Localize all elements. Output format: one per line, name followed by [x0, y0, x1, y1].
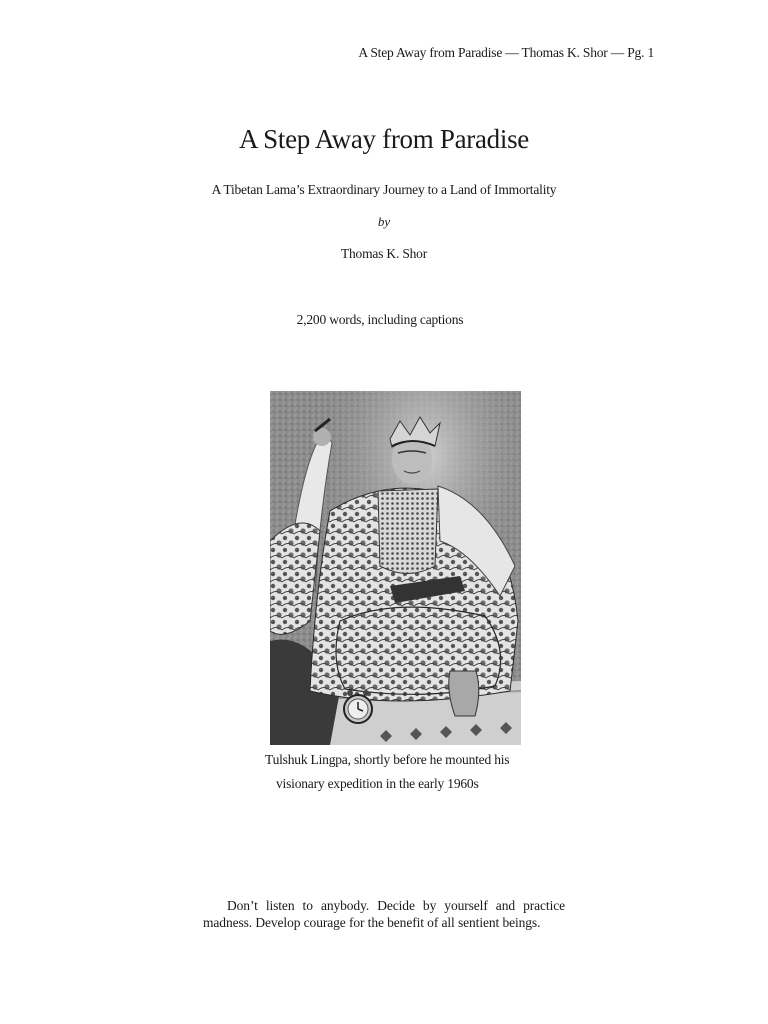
portrait-photo: [270, 391, 521, 745]
figure-caption-line-1: Tulshuk Lingpa, shortly before he mounted his: [265, 752, 510, 767]
word-count: 2,200 words, including captions: [296, 312, 464, 327]
document-title: A Step Away from Paradise: [239, 124, 529, 154]
document-subtitle: A Tibetan Lama’s Extraordinary Journey to a Land of Immortality: [211, 182, 557, 197]
figure-caption-line-2: visionary expedition in the early 1960s: [276, 776, 479, 791]
author-name: Thomas K. Shor: [340, 246, 428, 261]
byline-by: by: [377, 214, 391, 229]
running-header: A Step Away from Paradise — Thomas K. Shor — Pg. 1: [358, 45, 654, 60]
epigraph-quote: Don’t listen to anybody. Decide by yourself and practice madness. Develop courage for the benefit of all sentient beings.: [203, 898, 565, 930]
portrait-photo-illustration: [270, 391, 521, 745]
